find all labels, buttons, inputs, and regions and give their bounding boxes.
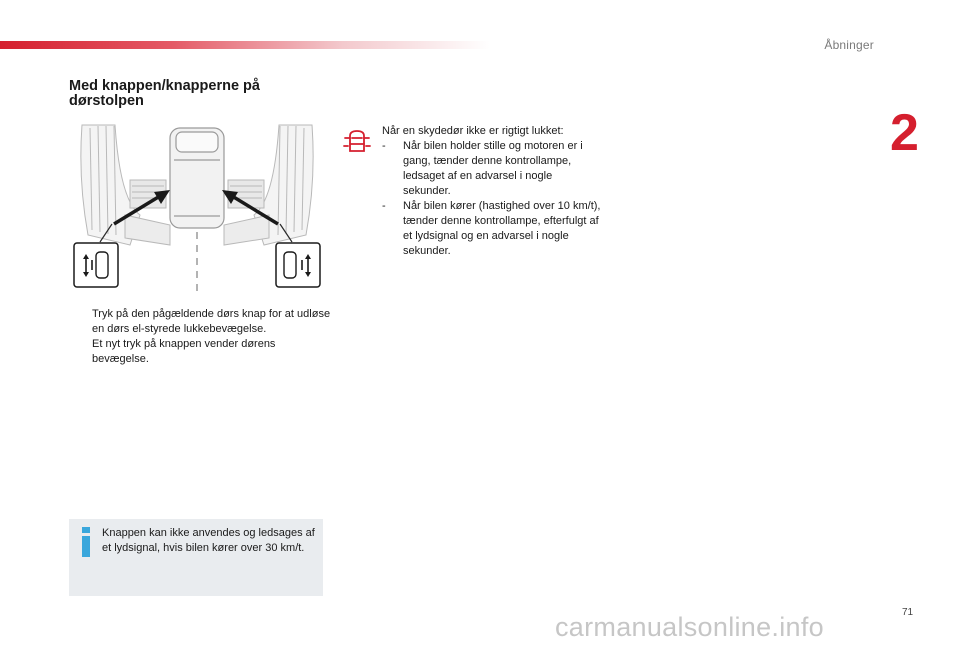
chapter-number: 2 [890,104,919,162]
list-item-text: Når bilen holder stille og motoren er i gang, tænder denne kontrollampe, ledsaget af en advarsel i nogle sekunder. [403,140,583,197]
info-text: Knappen kan ikke anvendes og ledsages af et lydsignal, hvis bilen kører over 30 km/t. [102,527,315,554]
sliding-door-right-button-icon [276,243,320,287]
page-number: 71 [902,607,914,618]
list-item [69,337,331,367]
car-warning-icon [342,126,372,156]
section-heading: Med knappen/knapperne på dørstolpen [69,78,260,109]
header-accent-bar [0,41,490,49]
list-item-text: Når bilen kører (hastighed over 10 km/t), tænder denne kontrollampe, efterfulgt af et lydsignal og en advarsel i nogle sekunder. [403,200,601,257]
warning-title: Når en skydedør ikke er rigtigt lukket: [382,125,564,137]
list-item-text: Tryk på den pågældende dørs knap for at udløse en dørs el-styrede lukkebevægelse. [92,308,331,335]
list-dash: - [382,140,386,152]
sliding-door-left-button-icon [74,243,118,287]
info-icon [79,527,93,557]
list-item [382,139,602,199]
list-item [382,199,602,259]
list-item-text: Et nyt tryk på knappen vender dørens bevægelse. [92,338,276,365]
sliding-door-illustration [70,120,324,295]
instruction-list [69,307,331,367]
list-item [69,307,331,337]
info-box [69,519,323,596]
section-name: Åbninger [824,38,874,52]
warning-list [382,139,602,259]
watermark: carmanualsonline.info [555,612,824,642]
list-dash: - [382,200,386,212]
